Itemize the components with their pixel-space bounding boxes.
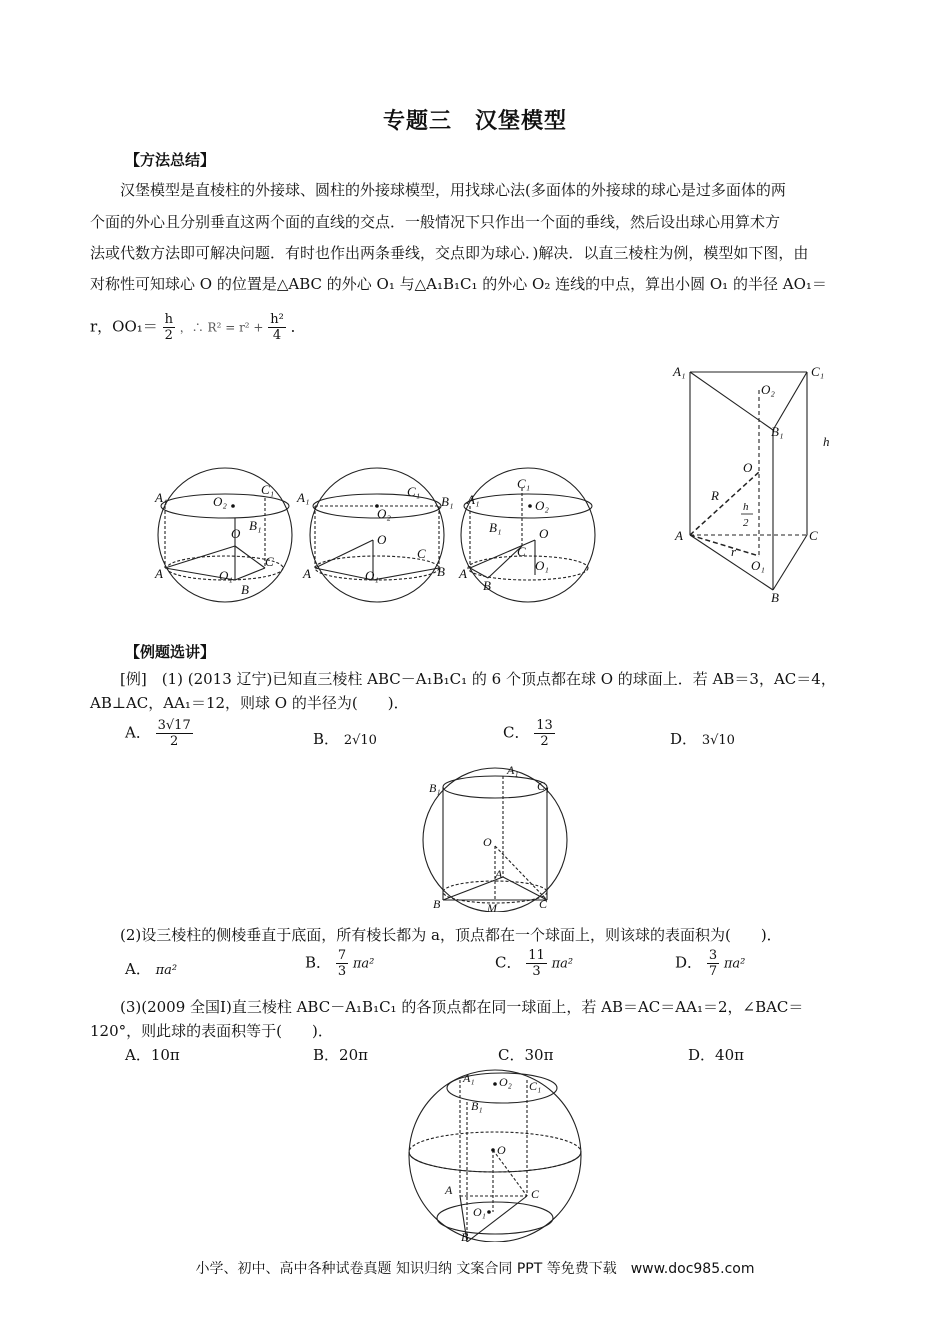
sphere-3-label-A1: A₁ <box>467 492 480 507</box>
method-line-4: 对称性可知球心 O 的位置是△ABC 的外心 O₁ 与△A₁B₁C₁ 的外心 O₂ 连线的中点，算出小圆 O₁ 的半径 AO₁＝ <box>90 275 827 293</box>
fraction-denominator: 3 <box>532 964 541 979</box>
fraction-numerator: h <box>164 312 173 327</box>
sphere-3-label-O2: O₂ <box>535 498 549 513</box>
sphere-2-label-B: B <box>437 564 445 579</box>
sphere-1-label-C1: C₁ <box>261 482 275 497</box>
sphere-2-label-O1: O₁ <box>365 568 379 583</box>
option-fraction <box>156 718 193 749</box>
option-tail: πa² <box>352 956 375 972</box>
option-label: C． <box>495 953 522 972</box>
fraction-denominator: 4 <box>272 328 282 343</box>
prism-label-h: h <box>823 434 830 449</box>
q3-fig-label-C1: C₁ <box>529 1079 542 1093</box>
q1-fig-label-C1: C₁ <box>537 779 550 793</box>
prism-label-h-numerator: h <box>743 501 749 513</box>
q3-fig-label-B: B <box>461 1230 469 1242</box>
q1-fig-label-B1: B₁ <box>429 781 441 795</box>
prism-label-R: R <box>711 488 719 503</box>
option-label: D． <box>670 730 698 748</box>
q2-option-b <box>305 948 374 979</box>
method-line-1: 汉堡模型是直棱柱的外接球、圆柱的外接球模型，用找球心法(多面体的外接球的球心是过多面体的两 <box>120 181 786 199</box>
q1-line-1: [例] (1) (2013 辽宁)已知直三棱柱 ABC－A₁B₁C₁ 的 6 个顶点都在球 O 的球面上．若 AB＝3，AC＝4， <box>120 670 836 688</box>
q3-line-2: 120°，则此球的表面积等于( )． <box>90 1022 333 1040</box>
fraction-numerator: 3 <box>708 948 718 963</box>
option-fraction <box>534 718 555 749</box>
sphere-3-label-B1: B₁ <box>489 520 502 535</box>
option-label: A． <box>125 723 151 742</box>
fraction-numerator: 11 <box>528 948 545 963</box>
q3-fig-label-A1: A₁ <box>463 1071 475 1085</box>
q1-line-2: AB⊥AC，AA₁＝12，则球 O 的半径为( )． <box>90 694 409 712</box>
prism-label-C: C <box>809 528 818 543</box>
q1-sphere-figure <box>415 762 575 912</box>
sphere-2-label-O2: O₂ <box>377 506 391 521</box>
fraction-denominator: 7 <box>708 964 718 979</box>
q3-sphere-figure <box>405 1066 585 1242</box>
q1-fig-label-O: O <box>483 835 492 849</box>
sphere-1-label-O2: O₂ <box>213 494 227 509</box>
prism-label-O: O <box>743 460 753 475</box>
sphere-2-label-C1: C₁ <box>407 484 421 499</box>
fraction-denominator: 3 <box>337 964 347 979</box>
option-fraction <box>707 948 719 979</box>
q3-option-d: D．40π <box>688 1046 744 1064</box>
q1-fig-label-M: M <box>487 901 497 912</box>
prism-label-C1: C₁ <box>811 364 825 379</box>
option-label: A． <box>125 960 151 978</box>
q1-option-d <box>670 728 735 749</box>
prism-label-A: A <box>675 528 683 543</box>
option-label: B． <box>313 730 340 748</box>
sphere-models-figure <box>145 460 615 615</box>
prism-label-h-denominator: 2 <box>743 517 749 529</box>
sphere-2-label-B1: B₁ <box>441 494 454 509</box>
formula-mid: ，∴ R² = r² + <box>179 320 264 335</box>
option-tail: πa² <box>551 956 574 972</box>
option-label: C． <box>503 723 530 742</box>
prism-label-O1: O₁ <box>751 558 765 573</box>
prism-label-B1: B₁ <box>771 424 784 439</box>
option-label: B． <box>305 953 332 972</box>
q2-option-d <box>675 948 745 979</box>
fraction-numerator: 7 <box>337 948 347 963</box>
page-footer: 小学、初中、高中各种试卷真题 知识归纳 文案合同 PPT 等免费下载 www.doc985.com <box>195 1261 755 1277</box>
prism-label-A1: A₁ <box>673 364 686 379</box>
sphere-2-label-A: A <box>303 566 311 581</box>
sphere-1-label-A1: A₁ <box>155 490 168 505</box>
sphere-3-label-C: C <box>517 544 526 559</box>
fraction-denominator: 2 <box>540 734 549 749</box>
sphere-2-label-A1: A₁ <box>297 490 310 505</box>
formula-end: ． <box>290 317 306 336</box>
q1-option-a <box>125 718 193 749</box>
option-value: 2√10 <box>343 733 377 748</box>
fraction-numerator: 3√17 <box>157 718 191 733</box>
sphere-1-label-B: B <box>241 582 249 597</box>
q1-fig-label-A1: A₁ <box>507 763 519 777</box>
sphere-3-label-O1: O₁ <box>535 558 549 573</box>
sphere-3-label-B: B <box>483 578 491 593</box>
option-value: πa² <box>155 963 178 978</box>
q1-fig-label-A: A <box>495 867 503 881</box>
prism-label-r: r <box>731 544 737 559</box>
fraction-denominator: 2 <box>170 734 179 749</box>
sphere-1-label-A: A <box>155 566 163 581</box>
fraction-numerator: 13 <box>536 718 553 733</box>
q1-fig-label-C: C <box>539 897 548 911</box>
option-label: D． <box>675 953 703 972</box>
sphere-2-label-O: O <box>377 532 387 547</box>
q3-fig-label-O2: O₂ <box>499 1075 512 1089</box>
q2-line: (2)设三棱柱的侧棱垂直于底面，所有棱长都为 a，顶点都在一个球面上，则该球的表面积为( )． <box>120 926 782 944</box>
q3-option-c: C．30π <box>498 1046 554 1064</box>
q3-fig-label-O1: O₁ <box>473 1205 486 1219</box>
method-formula <box>90 312 306 343</box>
q3-fig-label-A: A <box>445 1183 453 1197</box>
sphere-3-top-circle <box>464 494 592 518</box>
q3-fig-label-O: O <box>497 1143 506 1157</box>
method-line-2: 个面的外心且分别垂直这两个面的直线的交点．一般情况下只作出一个面的垂线，然后设出球心用算术方 <box>90 213 781 231</box>
sphere-3-label-A: A <box>459 566 467 581</box>
fraction-denominator: 2 <box>164 328 173 343</box>
q1-option-c <box>503 718 555 749</box>
sphere-3-label-O: O <box>539 526 549 541</box>
fraction-h2-over-4 <box>268 312 286 343</box>
q1-fig-label-B: B <box>433 897 441 911</box>
q3-option-a: A．10π <box>125 1046 180 1064</box>
method-heading: 【方法总结】 <box>125 151 216 169</box>
q1-option-b <box>313 728 377 749</box>
fraction-numerator: h² <box>270 312 284 327</box>
option-fraction <box>336 948 348 979</box>
method-line-3: 法或代数方法即可解决问题．有时也作出两条垂线，交点即为球心．)解决．以直三棱柱为例，模型如下图，由 <box>90 244 809 262</box>
sphere-3-label-C1: C₁ <box>517 476 531 491</box>
prism-model-figure <box>665 360 845 610</box>
prism-label-B: B <box>771 590 779 605</box>
q3-option-b: B．20π <box>313 1046 368 1064</box>
sphere-1-label-C: C <box>265 554 274 569</box>
sphere-1-label-O: O <box>231 526 241 541</box>
prism-label-O2: O₂ <box>761 382 775 397</box>
sphere-1-label-O1: O₁ <box>219 568 233 583</box>
option-value: 3√10 <box>701 733 735 748</box>
q3-fig-label-C: C <box>531 1187 540 1201</box>
option-fraction <box>526 948 547 979</box>
option-tail: πa² <box>723 956 746 972</box>
q2-option-a <box>125 958 177 979</box>
sphere-2-label-C: C <box>417 546 426 561</box>
fraction-h-over-2 <box>163 312 175 343</box>
formula-prefix: r，OO₁＝ <box>90 317 158 336</box>
sphere-1-label-B1: B₁ <box>249 518 262 533</box>
q3-line-1: (3)(2009 全国Ⅰ)直三棱柱 ABC－A₁B₁C₁ 的各顶点都在同一球面上，若 AB＝AC＝AA₁＝2，∠BAC＝ <box>120 998 804 1016</box>
page-title: 专题三 汉堡模型 <box>382 109 567 134</box>
q2-option-c <box>495 948 573 979</box>
q3-fig-label-B1: B₁ <box>471 1099 483 1113</box>
examples-heading: 【例题选讲】 <box>125 643 216 661</box>
